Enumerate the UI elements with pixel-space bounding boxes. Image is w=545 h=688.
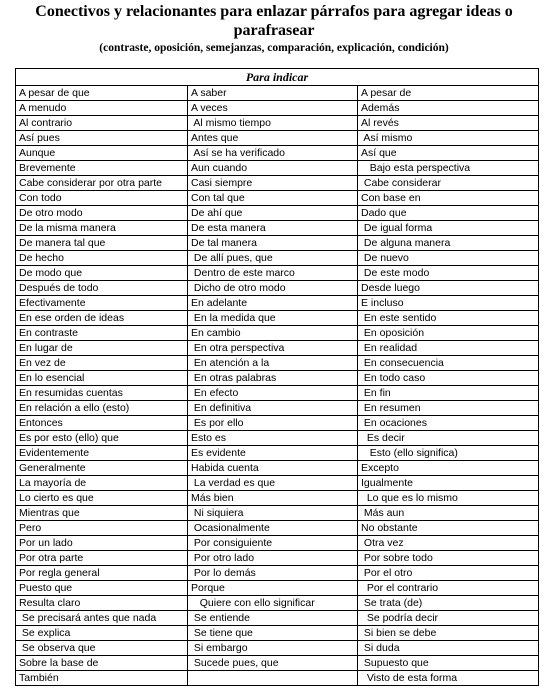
table-cell: Así pues xyxy=(16,131,188,146)
table-cell: No obstante xyxy=(358,521,539,536)
table-cell: De allí pues, que xyxy=(188,251,358,266)
table-cell: De tal manera xyxy=(188,236,358,251)
table-row xyxy=(16,671,539,686)
table-cell: Es por esto (ello) que xyxy=(16,431,188,446)
table-cell: En oposición xyxy=(358,326,539,341)
table-cell xyxy=(188,671,358,686)
table-cell: En resumen xyxy=(358,401,539,416)
table-cell: Dentro de este marco xyxy=(188,266,358,281)
table-cell: Si embargo xyxy=(188,641,358,656)
table-row xyxy=(16,431,539,446)
table-cell: En relación a ello (esto) xyxy=(16,401,188,416)
table-row xyxy=(16,446,539,461)
table-cell: En efecto xyxy=(188,386,358,401)
table-cell: Por consiguiente xyxy=(188,536,358,551)
table-cell: Con tal que xyxy=(188,191,358,206)
table-cell: Por otra parte xyxy=(16,551,188,566)
document-title: Conectivos y relacionantes para enlazar párrafos para agregar ideas o parafrasear xyxy=(35,3,513,39)
table-row xyxy=(16,356,539,371)
table-cell: De nuevo xyxy=(358,251,539,266)
table-row xyxy=(16,566,539,581)
table-cell: Entonces xyxy=(16,416,188,431)
table-cell: Se explica xyxy=(16,626,188,641)
table-cell: En realidad xyxy=(358,341,539,356)
table-cell: En vez de xyxy=(16,356,188,371)
table-cell: Así que xyxy=(358,146,539,161)
table-cell: Se precisará antes que nada xyxy=(16,611,188,626)
table-cell: A veces xyxy=(188,101,358,116)
table-row xyxy=(16,131,539,146)
table-cell: Se entiende xyxy=(188,611,358,626)
table-cell: En la medida que xyxy=(188,311,358,326)
table-row xyxy=(16,341,539,356)
table-cell: De igual forma xyxy=(358,221,539,236)
table-cell: En contraste xyxy=(16,326,188,341)
table-cell: Visto de esta forma xyxy=(358,671,539,686)
table-row xyxy=(16,596,539,611)
table-row xyxy=(16,536,539,551)
table-row xyxy=(16,176,539,191)
table-cell: En lugar de xyxy=(16,341,188,356)
table-row xyxy=(16,311,539,326)
table-cell: Pero xyxy=(16,521,188,536)
table-cell: Igualmente xyxy=(358,476,539,491)
table-row xyxy=(16,581,539,596)
table-cell: Brevemente xyxy=(16,161,188,176)
table-cell: Ocasionalmente xyxy=(188,521,358,536)
table-cell: De otro modo xyxy=(16,206,188,221)
table-cell: Puesto que xyxy=(16,581,188,596)
table-cell: Bajo esta perspectiva xyxy=(358,161,539,176)
table-cell: De manera tal que xyxy=(16,236,188,251)
table-cell: Se observa que xyxy=(16,641,188,656)
table-cell: Si bien se debe xyxy=(358,626,539,641)
table-cell: Más bien xyxy=(188,491,358,506)
table-cell: En atención a la xyxy=(188,356,358,371)
table-cell: De este modo xyxy=(358,266,539,281)
table-cell: Por regla general xyxy=(16,566,188,581)
table-cell: Además xyxy=(358,101,539,116)
table-row xyxy=(16,656,539,671)
table-cell: Antes que xyxy=(188,131,358,146)
table-cell: En otra perspectiva xyxy=(188,341,358,356)
table-cell: A menudo xyxy=(16,101,188,116)
table-row xyxy=(16,101,539,116)
table-cell: Mientras que xyxy=(16,506,188,521)
table-row xyxy=(16,371,539,386)
table-cell: En fin xyxy=(358,386,539,401)
table-cell: De ahí que xyxy=(188,206,358,221)
table-cell: Así mismo xyxy=(358,131,539,146)
table-row xyxy=(16,161,539,176)
table-cell: De hecho xyxy=(16,251,188,266)
table-cell: También xyxy=(16,671,188,686)
document-subtitle: (contraste, oposición, semejanzas, comparación, explicación, condición) xyxy=(99,42,449,54)
table-cell: Generalmente xyxy=(16,461,188,476)
table-row xyxy=(16,506,539,521)
table-cell: De alguna manera xyxy=(358,236,539,251)
table-cell: Habida cuenta xyxy=(188,461,358,476)
table-cell: Efectivamente xyxy=(16,296,188,311)
table-cell: De modo que xyxy=(16,266,188,281)
table-body xyxy=(16,86,539,686)
table-cell: En resumidas cuentas xyxy=(16,386,188,401)
table-cell: En otras palabras xyxy=(188,371,358,386)
table-row xyxy=(16,191,539,206)
table-row xyxy=(16,416,539,431)
table-row xyxy=(16,296,539,311)
table-cell: Aun cuando xyxy=(188,161,358,176)
table-cell: En adelante xyxy=(188,296,358,311)
table-cell: En lo esencial xyxy=(16,371,188,386)
table-header-row xyxy=(16,69,539,86)
table-cell: Se trata (de) xyxy=(358,596,539,611)
table-cell: Sobre la base de xyxy=(16,656,188,671)
table-cell: A pesar de que xyxy=(16,86,188,101)
table-row xyxy=(16,611,539,626)
table-cell: Así se ha verificado xyxy=(188,146,358,161)
table-row xyxy=(16,491,539,506)
table-cell: Cabe considerar xyxy=(358,176,539,191)
table-cell: Ni siquiera xyxy=(188,506,358,521)
table-cell: Por otro lado xyxy=(188,551,358,566)
table-cell: La mayoría de xyxy=(16,476,188,491)
table-row xyxy=(16,116,539,131)
table-row xyxy=(16,551,539,566)
table-cell: Aunque xyxy=(16,146,188,161)
table-cell: Supuesto que xyxy=(358,656,539,671)
table-cell: Otra vez xyxy=(358,536,539,551)
table-row xyxy=(16,326,539,341)
table-row xyxy=(16,266,539,281)
table-cell: Quiere con ello significar xyxy=(188,596,358,611)
table-cell: Al contrario xyxy=(16,116,188,131)
table-cell: Desde luego xyxy=(358,281,539,296)
table-cell: Con todo xyxy=(16,191,188,206)
table-cell: A pesar de xyxy=(358,86,539,101)
table-cell: Esto (ello significa) xyxy=(358,446,539,461)
table-cell: A saber xyxy=(188,86,358,101)
table-cell: Por sobre todo xyxy=(358,551,539,566)
table-cell: Se tiene que xyxy=(188,626,358,641)
table-row xyxy=(16,401,539,416)
table-cell: Si duda xyxy=(358,641,539,656)
table-cell: Con base en xyxy=(358,191,539,206)
table-cell: Por lo demás xyxy=(188,566,358,581)
table-row xyxy=(16,476,539,491)
table-cell: Lo cierto es que xyxy=(16,491,188,506)
table-row xyxy=(16,86,539,101)
table-row xyxy=(16,206,539,221)
table-row xyxy=(16,461,539,476)
table-row xyxy=(16,221,539,236)
connectives-table xyxy=(15,68,539,686)
table-cell: Esto es xyxy=(188,431,358,446)
table-cell: En ese orden de ideas xyxy=(16,311,188,326)
table-cell: Es decir xyxy=(358,431,539,446)
table-cell: En consecuencia xyxy=(358,356,539,371)
table-cell: En ocaciones xyxy=(358,416,539,431)
table-cell: Por el contrario xyxy=(358,581,539,596)
table-cell: Es por ello xyxy=(188,416,358,431)
table-cell: Al mismo tiempo xyxy=(188,116,358,131)
table-cell: De esta manera xyxy=(188,221,358,236)
table-cell: Resulta claro xyxy=(16,596,188,611)
table-row xyxy=(16,521,539,536)
table-row xyxy=(16,251,539,266)
table-cell: Dicho de otro modo xyxy=(188,281,358,296)
table-cell: Evidentemente xyxy=(16,446,188,461)
table-row xyxy=(16,236,539,251)
table-cell: E incluso xyxy=(358,296,539,311)
table-row xyxy=(16,386,539,401)
table-cell: Casi siempre xyxy=(188,176,358,191)
table-cell: Cabe considerar por otra parte xyxy=(16,176,188,191)
table-cell: Excepto xyxy=(358,461,539,476)
table-cell: Sucede pues, que xyxy=(188,656,358,671)
table-row xyxy=(16,281,539,296)
table-row xyxy=(16,641,539,656)
table-cell: En cambio xyxy=(188,326,358,341)
table-cell: Más aun xyxy=(358,506,539,521)
table-cell: Por un lado xyxy=(16,536,188,551)
table-cell: Después de todo xyxy=(16,281,188,296)
table-cell: De la misma manera xyxy=(16,221,188,236)
table-cell: En definitiva xyxy=(188,401,358,416)
table-row xyxy=(16,146,539,161)
table-cell: Por el otro xyxy=(358,566,539,581)
table-cell: Es evidente xyxy=(188,446,358,461)
table-cell: La verdad es que xyxy=(188,476,358,491)
table-cell: En todo caso xyxy=(358,371,539,386)
table-cell: Al revés xyxy=(358,116,539,131)
table-cell: Porque xyxy=(188,581,358,596)
table-cell: Lo que es lo mismo xyxy=(358,491,539,506)
table-cell: En este sentido xyxy=(358,311,539,326)
table-header: Para indicar xyxy=(16,69,539,86)
table-cell: Dado que xyxy=(358,206,539,221)
table-cell: Se podría decir xyxy=(358,611,539,626)
table-row xyxy=(16,626,539,641)
